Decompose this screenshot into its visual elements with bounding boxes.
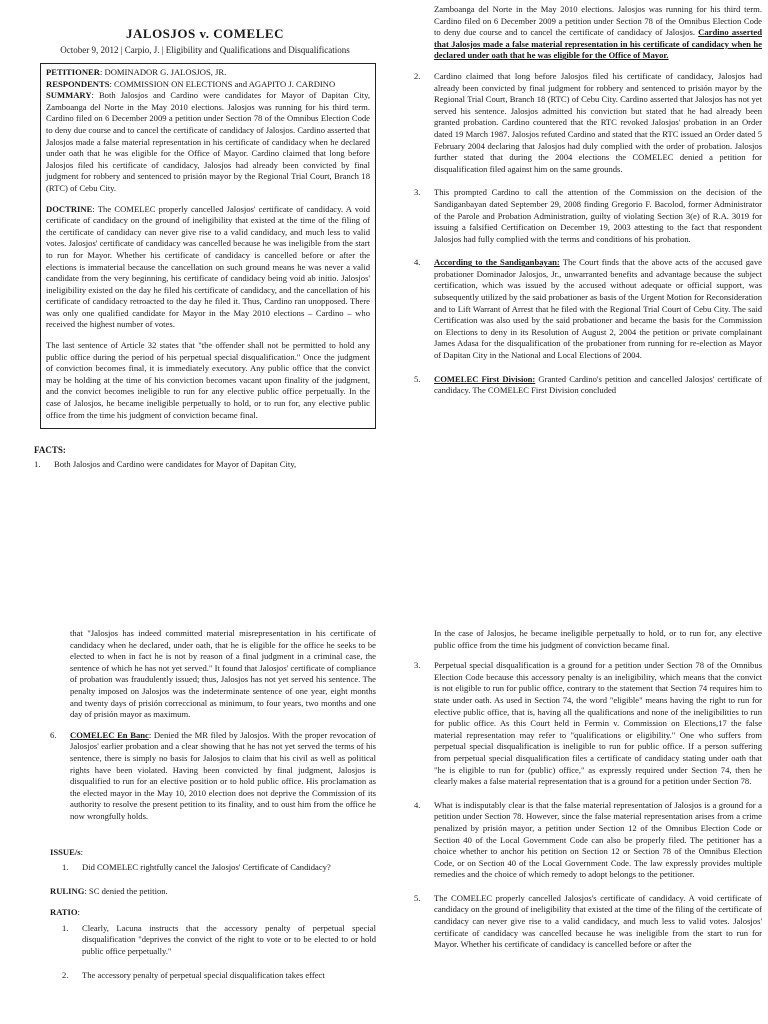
ratio-item-4 xyxy=(414,800,762,881)
facts-continuation-text: Zamboanga del Norte in the May 2010 elections. Jalosjos was running for his third term. Cardino filed on 6 December 2009 a petition under Section 78 of the Omnibus Election Code to deny due course and to cancel the certificate of candidacy of Jalosjos. xyxy=(434,4,762,38)
ratio-item-body: What is indisputably clear is that the false material representation of Jalosjos is a ground for a petition under Section 78. However, since the false material representation arises from a crime penalized by prisión mayor, a petition under Section 12 of the Omnibus Election Code or Section 40 of the Local Government Code can also be properly filed. The petitioner has a choice whether to anchor his petition on Section 12 or Section 78 of the Omnibus Election Code, or on Section 40 of the Local Government Code. The law expressly provides multiple remedies and the choice of which remedy to adopt belongs to the petitioner. xyxy=(434,799,762,880)
doctrine-label: DOCTRINE xyxy=(46,203,93,214)
ratio-item-body: The COMELEC properly cancelled Jalosjos's certificate of candidacy. A void certificate of candidacy on the ground of ineligibility that existed at the time of the filing of the certificate of candidacy can never give rise to a valid candidacy, and much less to valid votes. Jalosjos' certificate of candidacy was cancelled because he was ineligible from the start to run for Mayor. Whether his certificate of candidacy is cancelled before or after the xyxy=(434,892,762,950)
facts-item-body: Cardino claimed that long before Jalosjos filed his certificate of candidacy, Jalosjos had already been convicted by final judgment for robbery and sentenced to prisión mayor by the Regional Trial Court, Branch 18 (RTC) of Cebu City. Cardino asserted that Jalosjos has not yet served his sentence. Jalosjos admitted his conviction but stated that he had already been granted probation. Cardino countered that the RTC revoked Jalosjos' probation in an Order dated 19 March 1987. Jalosjos refuted Cardino and stated that the RTC issued an Order dated 5 February 2004 declaring that Jalosjos had duly complied with the order of probation. Jalosjos further stated that during the 2004 elections the COMELEC denied a petition for disqualification filed against him on the same grounds. xyxy=(434,70,762,174)
ratio-continuation: In the case of Jalosjos, he became ineligible perpetually to hold, or to run for, any elective public office from the time his judgment of conviction became final. xyxy=(434,628,762,650)
ratio-colon: : xyxy=(77,907,80,918)
ratio-item-text xyxy=(434,800,762,881)
summary-paragraph xyxy=(46,90,370,194)
ruling-line xyxy=(50,886,376,898)
facts-item-text xyxy=(434,71,762,175)
facts-item-text xyxy=(434,257,762,361)
facts-item-number: 2. xyxy=(414,70,421,81)
issue-number: 1. xyxy=(62,862,69,873)
summary-text: : Both Jalosjos and Cardino were candidates for Mayor of Dapitan City, Zamboanga del Norte in the May 2010 elections. Jalosjos was running for his third term. Cardino filed on 6 December 2009 a petition under Section 78 of the Omnibus Election Code to deny due course and to cancel the certificate of candidacy of Jalosjos. Cardino asserted that Jalosjos made a false material representation in his certificate of candidacy when he declared under oath that he was eligible for the Office of Mayor. Cardino claimed that long before Jalosjos filed his certificate of candidacy, Jalosjos had already been convicted by final judgment for robbery and sentenced to prisión mayor by the Regional Trial Court, Branch 18 (RTC) of Cebu City. xyxy=(46,90,370,193)
facts-heading: FACTS: xyxy=(34,445,66,456)
ratio-item-number: 3. xyxy=(414,660,421,671)
facts-item-text: Both Jalosjos and Cardino were candidates for Mayor of Dapitan City, xyxy=(54,459,297,470)
facts-item-number: 1. xyxy=(34,459,41,470)
facts-item-number: 4. xyxy=(414,257,421,268)
ratio-item-number: 5. xyxy=(414,892,421,903)
article-32-paragraph: The last sentence of Article 32 states that "the offender shall not be permitted to hold any public office during the period of his perpetual special disqualification." Once the judgment of conviction becomes final, it is immediately executory. Any public office that the convict may be holding at the time of his conviction becomes vacant upon finality of the judgment, and the convict becomes ineligible to run for any elective public office perpetually. In the case of Jalosjos, he became ineligible perpetually to hold, or to run for, any elective public office from the time his judgment of conviction became final. xyxy=(46,340,370,420)
ratio-item-2 xyxy=(62,970,376,982)
facts-item-1 xyxy=(34,459,376,471)
ratio-item-text xyxy=(434,893,762,951)
ratio-text: Clearly, Lacuna instructs that the accessory penalty of perpetual special disqualification "deprives the convict of the right to vote or to be elected to or hold public office perpetually." xyxy=(82,922,376,957)
petitioner-label: PETITIONER xyxy=(46,67,100,77)
issue-text: Did COMELEC rightfully cancel the Jalosjos' Certificate of Candidacy? xyxy=(82,862,331,873)
ruling-text: : SC denied the petition. xyxy=(84,885,168,896)
facts-item-number: 5. xyxy=(414,373,421,384)
respondents-value: : COMMISSION ON ELECTIONS and AGAPITO J. CARDINO xyxy=(109,78,336,89)
page-bottom-left xyxy=(50,628,376,993)
facts-item-number: 3. xyxy=(414,187,421,198)
case-title: JALOSJOS v. COMELEC xyxy=(126,26,284,41)
facts-item-text xyxy=(434,187,762,245)
respondents-line xyxy=(46,79,370,91)
ratio-heading xyxy=(50,907,376,919)
facts-item-5 xyxy=(414,374,762,397)
doctrine-text: : The COMELEC properly cancelled Jalosjos' certificate of candidacy. A void certificate of candidacy on the ground of ineligibility that existed at the time of the filing of the certificate of candidacy can never give rise to a valid candidacy, and much less to valid votes. Jalosjos' certificate of candidacy was cancelled because he was ineligible from the start to run for Mayor. Whether his certificate of candidacy is cancelled before or after the elections is immaterial because the cancellation on such ground means he was never a valid candidate from the very beginning, his certificate of candidacy being void ab initio. Jalosjos' ineligibility existed on the day he filed his certificate of candidacy, and the cancellation of his certificate of candidacy retroacted to the day he filed it. Thus, Cardino ran unopposed. There was only one qualified candidate for Mayor in the May 2010 elections – Cardino – who received the highest number of votes. xyxy=(46,203,370,330)
ratio-item-3 xyxy=(414,660,762,788)
page-top-right xyxy=(414,4,762,409)
page-top-left xyxy=(34,26,376,483)
respondents-label: RESPONDENTS xyxy=(46,78,110,89)
en-banc-text: : Denied the MR filed by Jalosjos. With the proper revocation of Jalosjos' earlier probation and a clear showing that he has not yet served the terms of his sentence, there is simply no basis for Jalosjos to claim that his civil as well as political rights have been violated. Having been convicted by final judgment, Jalosjos is disqualified to run for an elective position or to hold public office. His proclamation as the elected mayor in the May 10, 2010 election does not deprive the Commission of its authority to resolve the present petition to its finality, and to oust him from the office he now wrongfully holds. xyxy=(70,729,376,821)
facts-item-4 xyxy=(414,257,762,361)
petitioner-value: : DOMINADOR G. JALOSJOS, JR. xyxy=(99,67,227,77)
facts-item-number: 6. xyxy=(50,729,57,740)
case-subtitle: October 9, 2012 | Carpio, J. | Eligibility and Qualifications and Disqualifications xyxy=(60,45,350,55)
ratio-text: The accessory penalty of perpetual special disqualification takes effect xyxy=(82,969,325,980)
facts-item-body: The Court finds that the above acts of the accused gave probationer Dominador Jalosjos, Jr., unwarranted benefits and advantage because the subject certification, which was issued by the accused without adequate or official support, was subsequently utilized by the said probationer as basis of the Urgent Motion for Reconsideration and to Lift Warrant of Arrest that he filed with the Regional Trial Court of Cebu City. The said Certification was also used by the said probationer and became the basis for the Commission on Elections to deny in its Resolution of August 2, 2004 the petition or private complainant James Adasa for the disqualification of the probationer from running for re-election as Mayor of Dapitan City in the National and Local Elections of 2004. xyxy=(434,257,763,361)
facts-item-lead: COMELEC First Division: xyxy=(434,373,536,384)
comelec-finding-continuation: that "Jalosjos has indeed committed material misrepresentation in his certificate of candidacy when he declared, under oath, that he is eligible for the office he seeks to be elected to when in fact he is not by reason of a final judgment in a criminal case, the sentence of which he has not yet served." It found that Jalosjos' certificate of compliance of probation was fraudulently issued; thus, Jalosjos has not yet served his sentence. The penalty imposed on Jalosjos was the indeterminate sentence of one year, eight months and twenty days of prisión correccional as minimum, to four years, two months and one day of prisión mayor as maximum. xyxy=(70,628,376,720)
ratio-item-body: Perpetual special disqualification is a ground for a petition under Section 78 of the Omnibus Election Code because this accessory penalty is an ineligibility, which means that the convict is not eligible to run for public office, contrary to the statement that Section 74 requires him to state under oath. As used in Section 74, the word "eligible" means having the right to run for elective public office, that is, having all the qualifications and none of the ineligibilities to run for public office. As this Court held in Fermin v. Commission on Elections,17 the false material representation may refer to "qualifications or eligibility." One who suffers from perpetual special disqualification is ineligible to run for public office. If a person suffering from perpetual special disqualification files a certificate of candidacy stating under oath that "he is eligible to run for (public) office," as expressly required under Section 74, then he clearly makes a false material representation that is a ground for a petition under Section 78. xyxy=(434,660,762,787)
facts-list xyxy=(414,71,762,397)
facts-item-2 xyxy=(414,71,762,175)
ratio-label: RATIO xyxy=(50,907,78,918)
ratio-item-5 xyxy=(414,893,762,951)
facts-continuation xyxy=(414,4,762,62)
facts-emphasis: Cardino asserted that Jalosjos made a false material representation in his certificate of candidacy when he declared under oath that he was eligible for the Office of Mayor. xyxy=(434,27,762,61)
issue-label: ISSUE/s xyxy=(50,846,81,857)
doctrine-paragraph xyxy=(46,204,370,332)
facts-item-6 xyxy=(50,730,376,823)
digest-box xyxy=(40,63,376,429)
petitioner-line xyxy=(46,67,370,79)
facts-item-lead: According to the Sandiganbayan: xyxy=(434,257,560,268)
ruling-label: RULING xyxy=(50,885,85,896)
ratio-item-text xyxy=(434,660,762,788)
issue-heading xyxy=(50,847,376,859)
summary-label: SUMMARY xyxy=(46,90,92,101)
ratio-list xyxy=(414,660,762,951)
facts-item-body: Granted Cardino's petition and cancelled Jalosjos' certificate of candidacy. The COMELEC First Division concluded xyxy=(434,373,762,396)
facts-item-body: This prompted Cardino to call the attention of the Commission on the decision of the Sandiganbayan dated September 29, 2008 finding Gregorio F. Bacolod, former Administrator of the Parole and Probation Administration, guilty of violating Section 3(e) of R.A. 3019 for issuing a falsified Certification on December 19, 2003 attesting to the fact that respondent Jalosjos had fully complied with the terms and conditions of his probation. xyxy=(434,187,762,244)
ratio-item-number: 4. xyxy=(414,799,421,810)
ratio-number: 2. xyxy=(62,969,69,980)
issue-colon: : xyxy=(80,846,83,857)
facts-item-3 xyxy=(414,187,762,245)
page-bottom-right xyxy=(414,628,762,963)
facts-item-text xyxy=(70,730,376,823)
ratio-number: 1. xyxy=(62,922,69,933)
ratio-item-1 xyxy=(62,923,376,958)
facts-item-text xyxy=(434,374,762,397)
issue-item-1 xyxy=(62,862,376,874)
en-banc-label: COMELEC En Banc xyxy=(70,729,149,740)
